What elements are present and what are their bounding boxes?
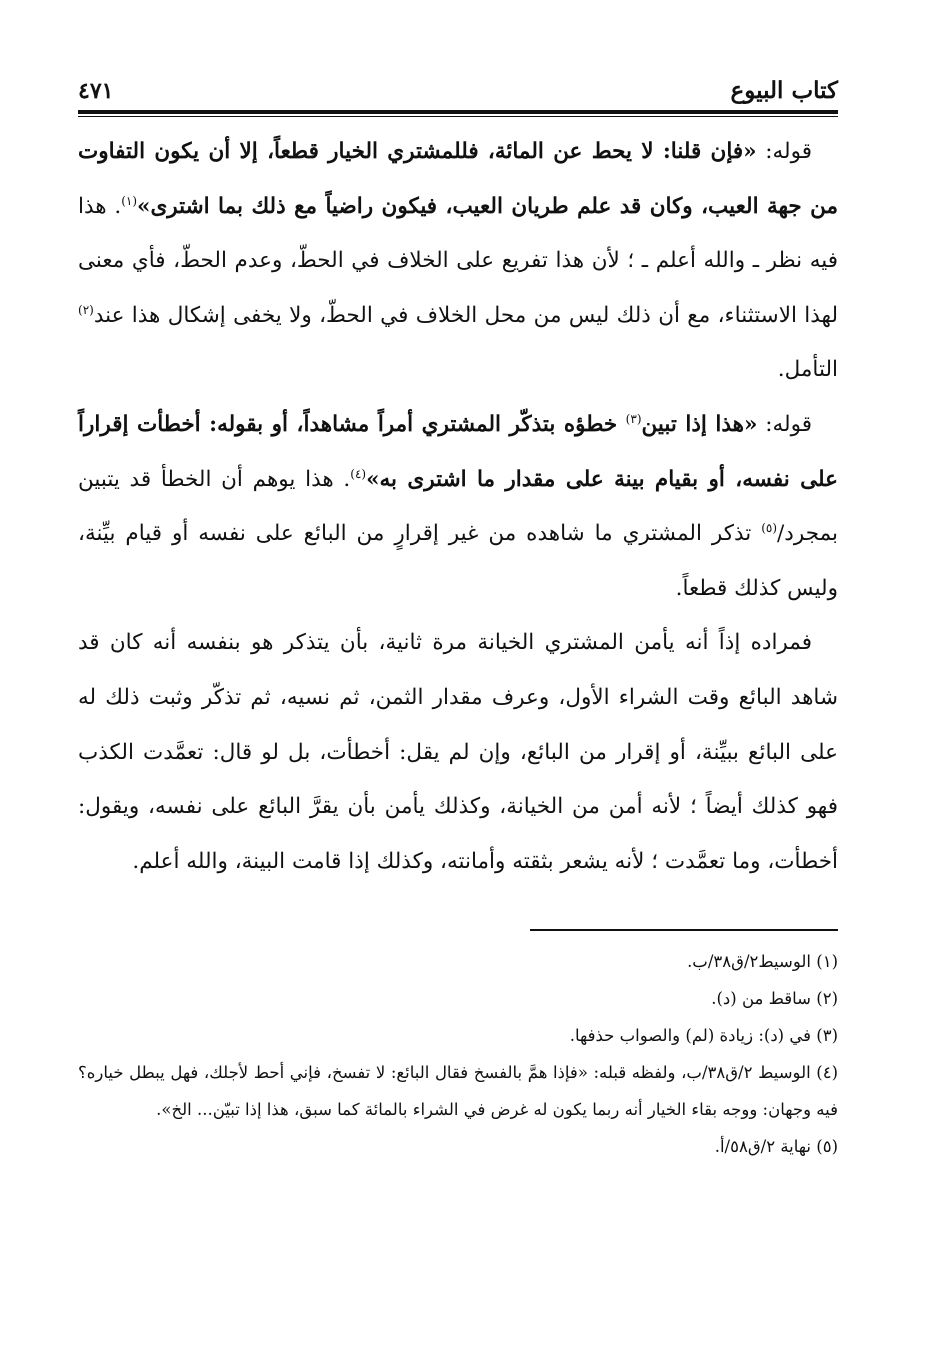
- footnote-ref: (١): [121, 193, 138, 208]
- footnote-ref: (٤): [350, 466, 367, 481]
- commentary-text: . هذا يوهم أن الخطأ قد يتبين بمجرد/: [78, 466, 838, 547]
- footnote-item: (٤) الوسيط ٢/ق٣٨/ب، ولفظه قبله: «فإذا همَّ بالفسخ فقال البائع: لا تفسخ، فإني أحط لأجلك، فهل يبطل خياره؟ فيه وجهان: ووجه بقاء الخيار أنه ربما يكون له غرض في الشراء بالمائة كما سبق، هذا إذا تبيّن... الخ».: [78, 1063, 839, 1120]
- header-rule: [78, 110, 838, 114]
- paragraph-1: [78, 125, 838, 398]
- footnote-ref: (٢): [78, 302, 94, 317]
- main-text: [78, 125, 838, 889]
- quoted-text: خطؤه بتذكّر المشتري أمراً مشاهداً، أو بقوله: أخطأت إقراراً على نفسه، أو بقيام بينة على مقدار ما اشترى به»: [78, 411, 839, 492]
- footnote-ref: (٥): [761, 521, 778, 535]
- header-rule-thin: [78, 116, 838, 117]
- running-header: [78, 70, 838, 104]
- quoted-text: «هذا إذا تبين: [641, 411, 758, 437]
- footnote-item: (١) الوسيط٢/ق٣٨/ب.: [687, 952, 838, 972]
- lead-word: قوله:: [757, 411, 812, 437]
- footnote-separator: [530, 929, 838, 931]
- page-number: ٤٧١: [78, 78, 114, 104]
- book-title: كتاب البيوع: [730, 77, 838, 104]
- footnote-item: (٢) ساقط من (د).: [711, 989, 838, 1009]
- quoted-text: «فإن قلنا: لا يحط عن المائة، فللمشتري الخيار قطعاً، إلا أن يكون التفاوت من جهة العيب، وكان قد علم طريان العيب، فيكون راضياً مع ذلك بما اشترى»: [78, 139, 838, 219]
- footnote-ref: (٣): [625, 411, 642, 426]
- commentary-text: . هذا فيه نظر ـ والله أعلم ـ ؛ لأن هذا تفريع على الخلاف في الحطّ، وعدم الحطّ، فأي معنى لهذا الاستثناء، مع أن ذلك ليس من محل الخلاف في الحطّ، ولا يخفى إشكال هذا عند: [78, 193, 838, 328]
- footnote-item: (٥) نهاية ٢/ق٥٨/أ.: [714, 1137, 838, 1157]
- paragraph-3: فمراده إذاً أنه يأمن المشتري الخيانة مرة ثانية، بأن يتذكر هو بنفسه أنه كان قد شاهد البائع وقت الشراء الأول، وعرف مقدار الثمن، ثم نسيه، ثم تذكّر وثبت ذلك له على البائع ببيِّنة، أو إقرار من البائع، وإن لم يقل: أخطأت، بل لو قال: تعمَّدت الكذب فهو كذلك أيضاً ؛ لأنه أمن من الخيانة، وكذلك يأمن بأن يقرَّ البائع على نفسه، ويقول: أخطأت، وما تعمَّدت ؛ لأنه يشعر بثقته وأمانته، وكذلك إذا قامت البينة، والله أعلم.: [78, 630, 838, 874]
- paragraph-2: [78, 398, 838, 616]
- footnote-item: (٣) في (د): زيادة (لم) والصواب حذفها.: [569, 1026, 838, 1046]
- lead-word: قوله:: [756, 139, 812, 164]
- book-page: [78, 70, 838, 1300]
- commentary-text: تذكر المشتري ما شاهده من غير إقرارٍ من البائع على نفسه أو قيام بيِّنة، وليس كذلك قطعاً.: [78, 521, 838, 601]
- footnotes: [78, 943, 838, 1165]
- commentary-text: التأمل.: [777, 357, 838, 383]
